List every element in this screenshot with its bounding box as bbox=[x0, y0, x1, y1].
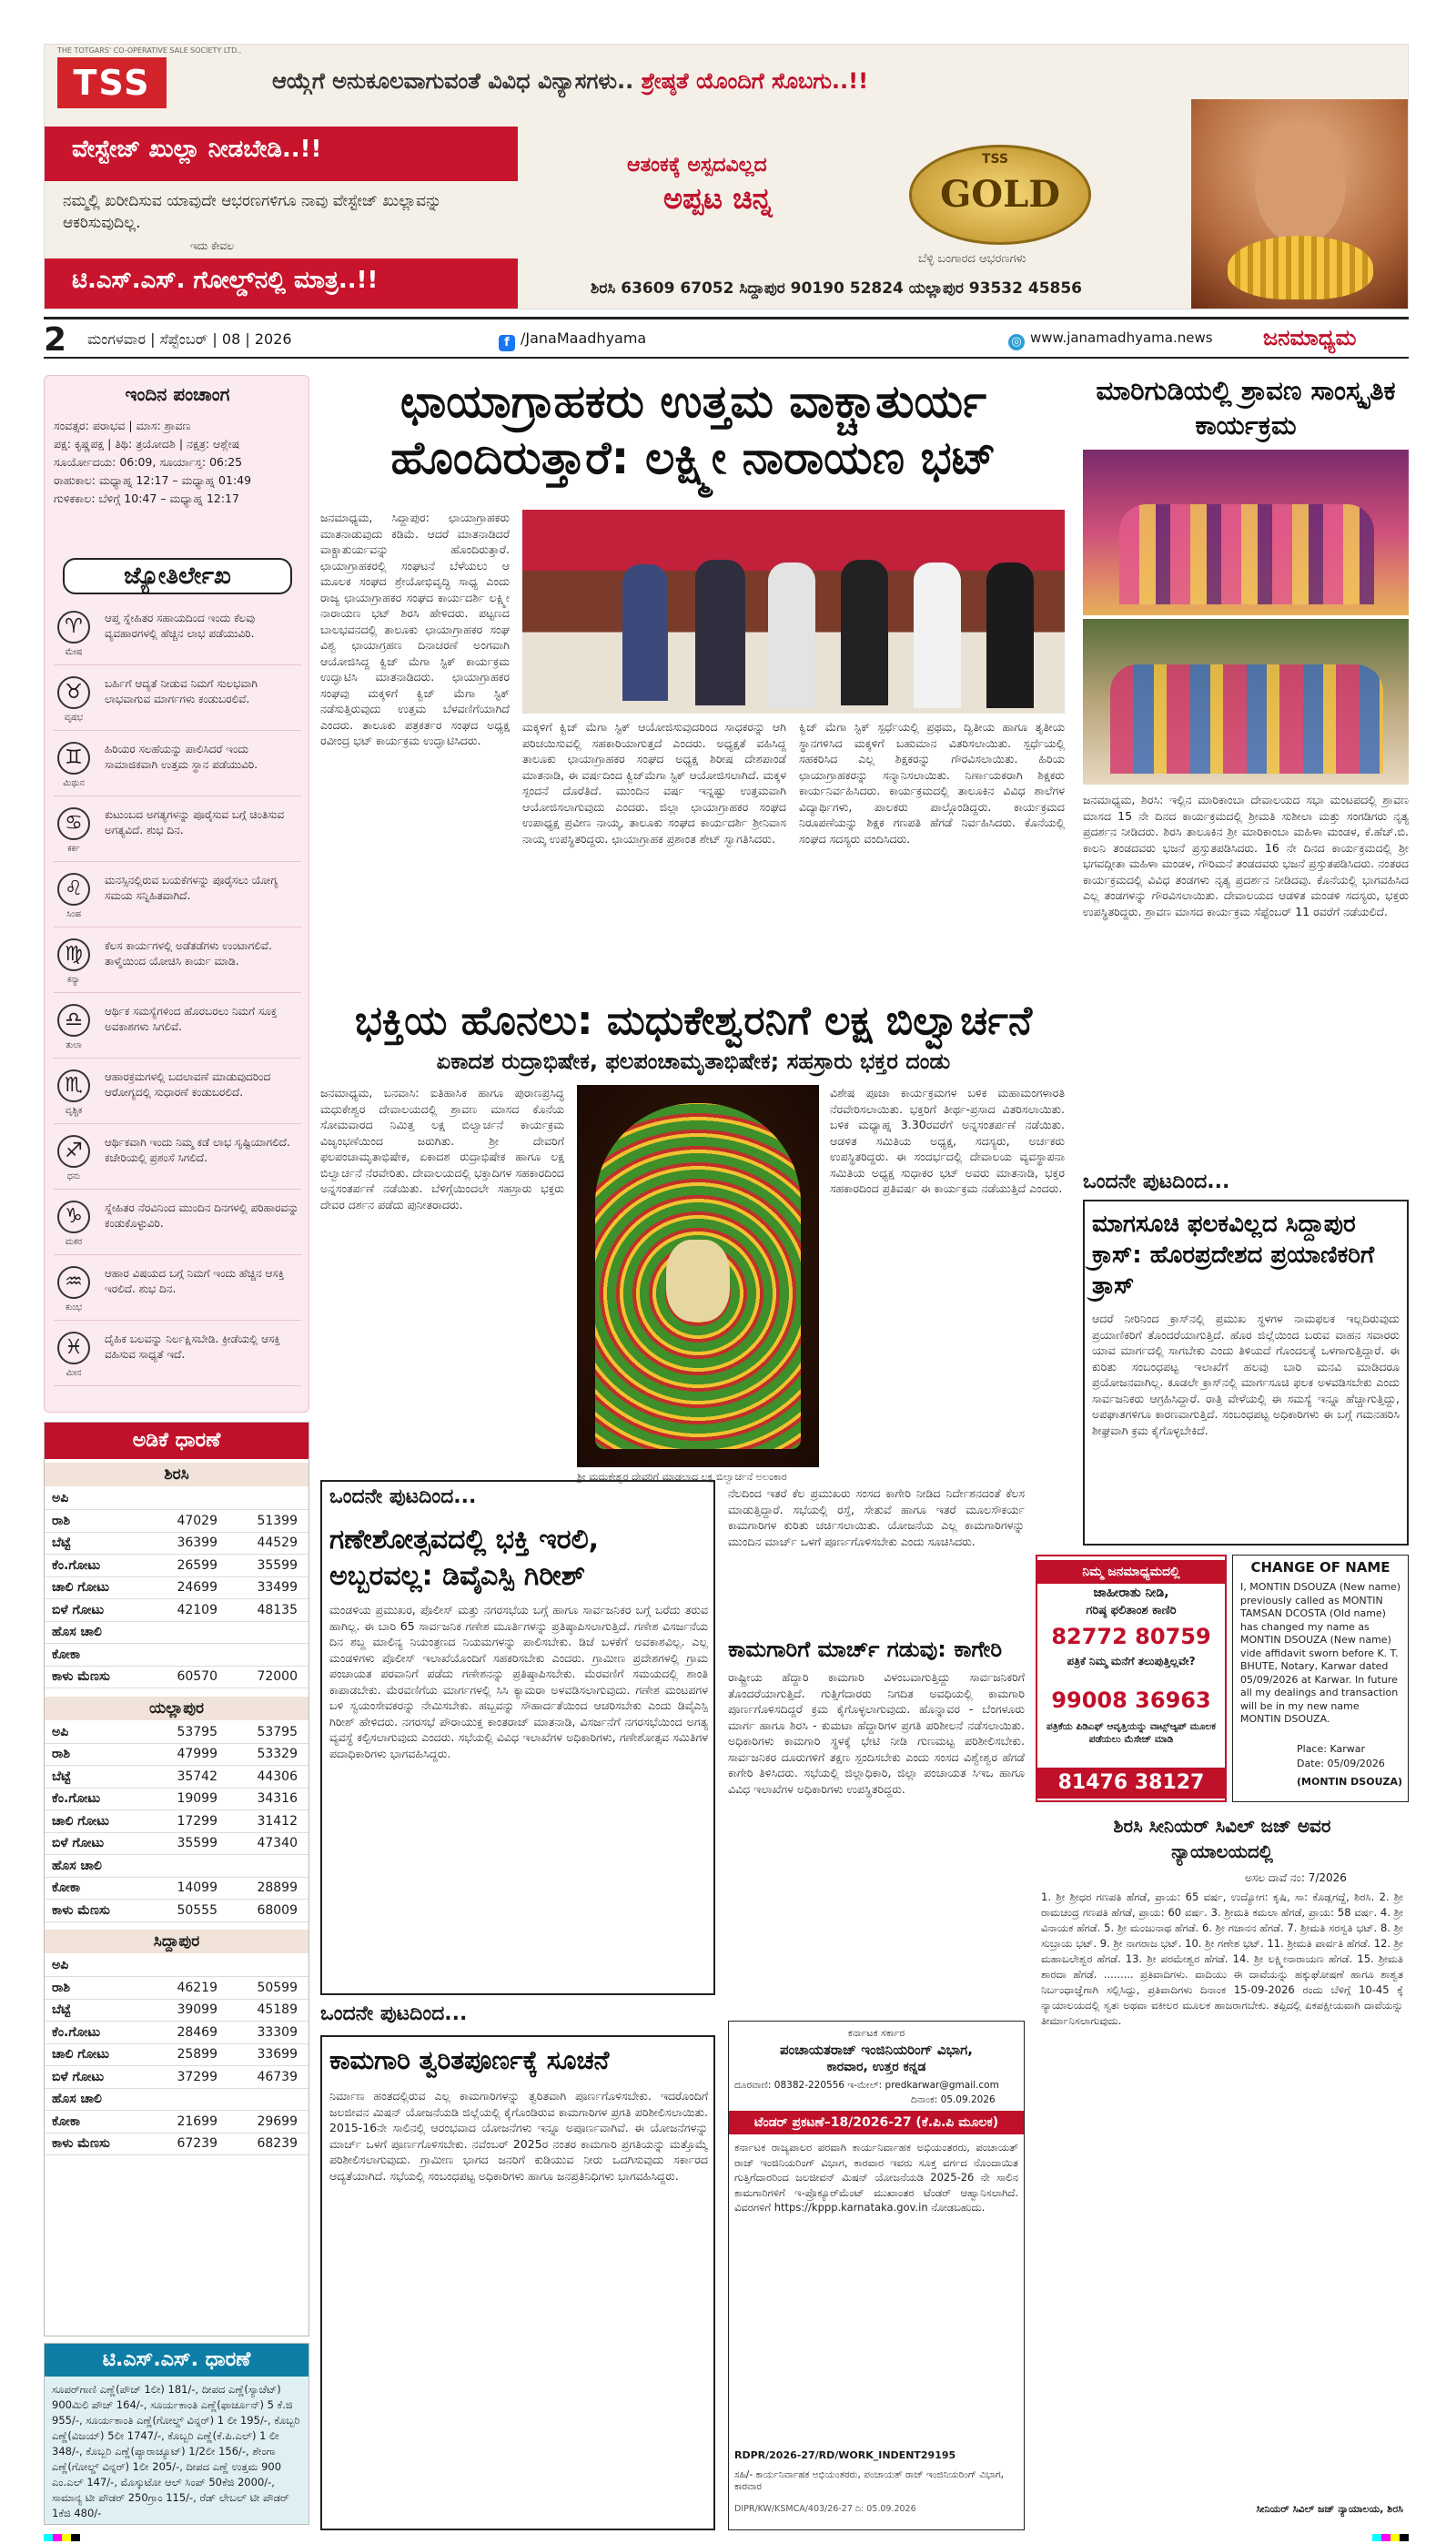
tender-place: ಕಾರವಾರ, ಉತ್ತರ ಕನ್ನಡ bbox=[826, 2060, 926, 2074]
article6-headline: ಕಾಮಗಾರಿ ತ್ವರಿತಪೂರ್ಣಕ್ಕೆ ಸೂಚನೆ bbox=[329, 2045, 610, 2075]
court-signature: ಸೀನಿಯರ್ ಸಿವಿಲ್ ಜಜ್ ನ್ಯಾಯಾಲಯ, ಶಿರಸಿ bbox=[1256, 2503, 1403, 2515]
person-figure bbox=[768, 563, 815, 708]
zodiac-name: ಮೀನ bbox=[66, 1368, 82, 1378]
panchanga-line: ಸಂವತ್ಸರ: ಪರಾಭವ | ಮಾಸ: ಶ್ರಾವಣ bbox=[54, 419, 191, 432]
article7-headline: ಮಾಗಸೂಚಿ ಫಲಕವಿಲ್ಲದ ಸಿದ್ದಾಪುರ ಕ್ರಾಸ್: ಹೊರಪ್ರದೇಶದ ಪ್ರಯಾಣಿಕರಿಗೆ ತ್ರಾಸ್ bbox=[1092, 1211, 1375, 1300]
rate-min: 19099 bbox=[177, 1791, 217, 1806]
name-change-place: Place: Karwar bbox=[1297, 1743, 1365, 1755]
gold-jewellery bbox=[1228, 236, 1373, 299]
rate-item: ಬೆಟ್ಟೆ bbox=[52, 2002, 71, 2017]
rates-row bbox=[45, 1722, 308, 1744]
rate-max: 35599 bbox=[257, 1557, 298, 1573]
panchanga-panel bbox=[44, 375, 309, 1413]
tss-tagline: THE TOTGARS' CO-OPERATIVE SALE SOCIETY LTD., bbox=[57, 46, 242, 55]
rates-row bbox=[45, 1511, 308, 1533]
rate-item: ಬಿಳೆ ಗೋಟು bbox=[52, 2069, 105, 2084]
rate-min: 21699 bbox=[177, 2113, 217, 2129]
model-face bbox=[1255, 127, 1346, 245]
article3-col3: ವಿಶೇಷ ಪೂಜಾ ಕಾರ್ಯಕ್ರಮಗಳ ಬಳಿಕ ಮಹಾಮಂಗಳಾರತಿ ನೆರವೇರಿಸಲಾಯಿತು. ಭಕ್ತರಿಗೆ ತೀರ್ಥ-ಪ್ರಸಾದ ವಿತರಿಸಲಾಯಿತು. ಬಳಿಕ ಮಧ್ಯಾಹ್ನ 3.30ರವರೆಗೆ ಅನ್ನಸಂತರ್ಪಣೆ ನಡೆಯಿತು. ಆಡಳಿತ ಸಮಿತಿಯ ಅಧ್ಯಕ್ಷ, ಸದಸ್ಯರು, ಅರ್ಚಕರು ಉಪಸ್ಥಿತರಿದ್ದರು. ಈ ಸಂದರ್ಭದಲ್ಲಿ ದೇವಾಲಯ ವ್ಯವಸ್ಥಾಪನಾ ಸಮಿತಿಯ ಅಧ್ಯಕ್ಷ ಸುಧಾಕರ ಭಟ್ ಅವರು ಮಾತನಾಡಿ, ಭಕ್ತರ ಸಹಕಾರದಿಂದ ಪ್ರತಿವರ್ಷ ಈ ಕಾರ್ಯಕ್ರಮ ನಡೆಯುತ್ತಿದೆ ಎಂದರು. bbox=[830, 1086, 1065, 1195]
zodiac-row bbox=[54, 802, 301, 862]
rates-city-header: ಸಿದ್ದಾಪುರ bbox=[45, 1930, 308, 1953]
zodiac-name: ಧನು bbox=[66, 1171, 81, 1181]
rate-item: ಕೆಂ.ಗೋಟು bbox=[52, 2024, 101, 2040]
name-change-body: I, MONTIN DSOUZA (New name) previously called as MONTIN TAMSAN DCOSTA (Old name) has changed my name as MONTIN DSOUZA (New name) vide affidavit sworn before K. T. BHUTE, Notary, Karwar dated 05/09/2026 at Karwar. In future all my dealings and transaction will be in my new name MONTIN DSOUZA. bbox=[1240, 1581, 1401, 1725]
rate-max: 33309 bbox=[257, 2024, 298, 2040]
rates-row bbox=[45, 1667, 308, 1688]
zodiac-icon: ♑ bbox=[57, 1201, 90, 1233]
article5-top: ನೆಲದಿಂದ ಇತರೆ ಕೆಲ ಪ್ರಮುಖರು ಸಂಸದ ಕಾಗೇರಿ ನೀಡಿದ ನಿರ್ದೇಶನದಂತೆ ಕೆಲಸ ಮಾಡುತ್ತಿದ್ದಾರೆ. ಸಭೆಯಲ್ಲಿ ರಸ್ತೆ, ಸೇತುವೆ ಹಾಗೂ ಇತರೆ ಮೂಲಸೌಕರ್ಯ ಕಾಮಗಾರಿಗಳ ಕುರಿತು ಚರ್ಚಿಸಲಾಯಿತು. ಯೋಜನೆಯ ಎಲ್ಲ ಕಾಮಗಾರಿಗಳನ್ನು ಮುಂದಿನ ಮಾರ್ಚ್ ಒಳಗೆ ಪೂರ್ಣಗೊಳಿಸಬೇಕು ಎಂದು ಸೂಚಿಸಿದರು. bbox=[728, 1486, 1025, 1548]
rate-min: 28469 bbox=[177, 2024, 217, 2040]
article1-col1: ಜನಮಾಧ್ಯಮ, ಸಿದ್ದಾಪುರ: ಛಾಯಾಗ್ರಾಹಕರು ಮಾತನಾಡುವುದು ಕಡಿಮೆ. ಆದರೆ ಮಾತನಾಡಿದರೆ ವಾಕ್ಚಾತುರ್ಯವನ್ನು ಹೊಂದಿರುತ್ತಾರೆ. ಛಾಯಾಗ್ರಾಹಕರಲ್ಲಿ ಸಂಘಟನೆ ಬೆಳೆಯಲು ಆ ಮೂಲಕ ಸಂಘದ ಶ್ರೇಯೋಭಿವೃದ್ಧಿ ಸಾಧ್ಯ ಎಂದು ರಾಜ್ಯ ಛಾಯಾಗ್ರಾಹಕರ ಸಂಘದ ಕಾರ್ಯದರ್ಶಿ ಲಕ್ಷ್ಮೀ ನಾರಾಯಣ ಭಟ್ ಶಿರಸಿ ಹೇಳಿದರು. ಪಟ್ಟಣದ ಬಾಲಭವನದಲ್ಲಿ ತಾಲೂಕು ಛಾಯಾಗ್ರಾಹಕರ ಸಂಘ ವಿಶ್ವ ಛಾಯಾಗ್ರಹಣ ದಿನಾಚರಣೆ ಅಂಗವಾಗಿ ಆಯೋಜಿಸಿದ್ದ ಕ್ವಿಜ್ ಮೆಗಾ ಸ್ಟಿಕ್ ಕಾರ್ಯಕ್ರಮ ಉದ್ಘಾಟಿಸಿ ಮಾತನಾಡಿದರು. ಛಾಯಾಗ್ರಾಹಕರ ಸಂಘವು ಮಕ್ಕಳಿಗೆ ಕ್ವಿಜ್ ಮೆಗಾ ಸ್ಟಿಕ್ ನಡೆಸುತ್ತಿರುವುದು ಉತ್ತಮ ಬೆಳವಣಿಗೆಯಾಗಿದೆ ಎಂದರು. ತಾಲೂಕು ಪತ್ರಕರ್ತರ ಸಂಘದ ಅಧ್ಯಕ್ಷ ರವೀಂದ್ರ ಭಟ್ ಕಾರ್ಯಕ್ರಮ ಉದ್ಘಾಟಿಸಿದರು. bbox=[320, 511, 510, 747]
rate-min: 35742 bbox=[177, 1769, 217, 1784]
zodiac-icon: ♉ bbox=[57, 676, 90, 709]
zodiac-icon: ♐ bbox=[57, 1135, 90, 1168]
rate-max: 33699 bbox=[257, 2047, 298, 2062]
rate-max: 31412 bbox=[257, 1813, 298, 1829]
ad-tagline-2: ಅಪ್ಪಟ ಚಿನ್ನ bbox=[663, 181, 773, 216]
rate-min: 24699 bbox=[177, 1580, 217, 1595]
bride-model-image bbox=[1191, 99, 1409, 309]
rate-max: 53795 bbox=[257, 1724, 298, 1739]
rate-max: 44306 bbox=[257, 1769, 298, 1784]
zodiac-icon: ♊ bbox=[57, 742, 90, 775]
rate-min: 39099 bbox=[177, 2002, 217, 2017]
ad-phone-3[interactable]: 81476 38127 bbox=[1037, 1768, 1225, 1799]
gold-subtitle: ಬೆಳ್ಳಿ ಬಂಗಾರದ ಆಭರಣಗಳು bbox=[918, 252, 1026, 266]
rates-row bbox=[45, 1856, 308, 1878]
rate-item: ಬಿಳೆ ಗೋಟು bbox=[52, 1836, 105, 1850]
rates-city-header: ಯಲ್ಲಾಪುರ bbox=[45, 1697, 308, 1720]
name-change-date: Date: 05/09/2026 bbox=[1297, 1758, 1385, 1769]
rates-row bbox=[45, 1833, 308, 1855]
person-figure bbox=[986, 563, 1034, 708]
rates-row bbox=[45, 1744, 308, 1766]
rates-row bbox=[45, 2112, 308, 2134]
rates-city-header: ಶಿರಸಿ bbox=[45, 1463, 308, 1486]
website-url: www.janamadhyama.news bbox=[1030, 329, 1213, 346]
article4-headline bbox=[329, 1522, 708, 1595]
court-notice bbox=[1036, 1811, 1409, 2530]
rates-row bbox=[45, 1767, 308, 1789]
rate-max: 45189 bbox=[257, 2002, 298, 2017]
registration-mark bbox=[44, 2534, 80, 2541]
zodiac-text: ಕೆಲಸ ಕಾರ್ಯಗಳಲ್ಲಿ ಅಡೆತಡೆಗಳು ಉಂಟಾಗಲಿವೆ. ತಾಳ್ಮೆಯಿಂದ ಯೋಚಿಸಿ ಕಾರ್ಯ ಮಾಡಿ. bbox=[105, 939, 272, 968]
zodiac-text: ಕುಟುಂಬದ ಅಗತ್ಯಗಳನ್ನು ಪೂರೈಸುವ ಬಗ್ಗೆ ಚಿಂತಿಸುವ ಅಗತ್ಯವಿದೆ. ಶುಭ ದಿನ. bbox=[105, 808, 285, 836]
rate-item: ಕೋಕಾ bbox=[52, 1880, 81, 1895]
tender-dept: ಪಂಚಾಯತರಾಜ್ ಇಂಜಿನಿಯರಿಂಗ್ ವಿಭಾಗ, bbox=[780, 2042, 973, 2058]
rate-min: 35599 bbox=[177, 1836, 217, 1850]
facebook-handle: /JanaMaadhyama bbox=[521, 329, 647, 347]
rates-row bbox=[45, 1488, 308, 1510]
continued-tag: ಒಂದನೇ ಪುಟದಿಂದ... bbox=[1083, 1171, 1230, 1193]
zodiac-name: ತುಲಾ bbox=[66, 1040, 82, 1050]
zodiac-text: ಹಿರಿಯರ ಸಲಹೆಯನ್ನು ಪಾಲಿಸಿದರೆ ಇಂದು ಸಾಮಾಜಿಕವಾಗಿ ಉತ್ತಮ ಸ್ಥಾನ ಪಡೆಯುವಿರಿ. bbox=[105, 743, 258, 771]
rate-item: ಕಾಳು ಮೆಣಸು bbox=[52, 1669, 110, 1684]
zodiac-name: ಸಿಂಹ bbox=[66, 909, 81, 919]
person-figure bbox=[841, 560, 888, 705]
article1-headline-line1: ಛಾಯಾಗ್ರಾಹಕರು ಉತ್ತಮ ವಾಕ್ಚಾತುರ್ಯ bbox=[399, 375, 986, 428]
rates-row bbox=[45, 1789, 308, 1810]
ad-box-line5: ಪತ್ರಿಕೆಯ ಪಿಡಿಎಫ್ ಆವೃತ್ತಿಯನ್ನು ವಾಟ್ಸ್ಆ್ಯಪ್ ಮೂಲಕ ಪಡೆಯಲು ಮೆಸೇಜ್ ಮಾಡಿ bbox=[1046, 1721, 1216, 1745]
rate-min: 42109 bbox=[177, 1602, 217, 1617]
rate-item: ಕೆಂ.ಗೋಟು bbox=[52, 1791, 101, 1806]
ad-box-line4: ಪತ್ರಿಕೆ ನಿಮ್ಮ ಮನೆಗೆ ತಲುಪುತ್ತಿಲ್ಲವೇ? bbox=[1067, 1655, 1196, 1667]
zodiac-icon: ♏ bbox=[57, 1069, 90, 1102]
facebook-icon: f bbox=[499, 335, 515, 351]
rate-item: ಕಾಳು ಮೆಣಸು bbox=[52, 2136, 110, 2151]
ad-headline-b: ಶ್ರೇಷ್ಠತೆ ಯೊಂದಿಗೆ ಸೊಬಗು..!! bbox=[641, 68, 869, 94]
zodiac-icon: ♋ bbox=[57, 807, 90, 840]
zodiac-text: ದೈಹಿಕ ಬಲವನ್ನು ನಿರ್ಲಕ್ಷಿಸಬೇಡಿ. ಕ್ರೀಡೆಯಲ್ಲಿ ಆಸಕ್ತಿ ವಹಿಸುವ ಸಾಧ್ಯತೆ ಇದೆ. bbox=[105, 1333, 281, 1361]
rate-item: ಕೋಕಾ bbox=[52, 2113, 81, 2129]
rate-max: 44529 bbox=[257, 1536, 298, 1550]
rates-row bbox=[45, 1811, 308, 1833]
article1-photo bbox=[522, 510, 1065, 714]
rate-max: 72000 bbox=[257, 1669, 298, 1684]
rate-min: 14099 bbox=[177, 1880, 217, 1895]
article6-body: ನಿರ್ಮಾಣ ಹಂತದಲ್ಲಿರುವ ಎಲ್ಲ ಕಾಮಗಾರಿಗಳನ್ನು ತ್ವರಿತವಾಗಿ ಪೂರ್ಣಗೊಳಿಸಬೇಕು. ಇದರೊಂದಿಗೆ ಜಲಜೀವನ ಮಿಷನ್ ಯೋಜನೆಯಡಿ ಜಿಲ್ಲೆಯಲ್ಲಿ ಕೈಗೊಂಡಿರುವ ಕಾಮಗಾರಿಗಳ ಪ್ರಗತಿ ಪರಿಶೀಲಿಸಲಾಯಿತು. 2015-16ನೇ ಸಾಲಿನಲ್ಲಿ ಆರಂಭವಾದ ಯೋಜನೆಗಳು ಇನ್ನೂ ಅಪೂರ್ಣವಾಗಿವೆ. ಈ ಯೋಜನೆಗಳನ್ನು ಮಾರ್ಚ್ ಒಳಗೆ ಪೂರ್ಣಗೊಳಿಸಬೇಕು. ನವೆಂಬರ್ 2025ರ ನಂತರ ಕಾಮಗಾರಿ ಪ್ರಗತಿಯನ್ನು ಮತ್ತೊಮ್ಮೆ ಪರಿಶೀಲಿಸಲಾಗುವುದು. ಗ್ರಾಮೀಣ ಭಾಗದ ಜನರಿಗೆ ಕುಡಿಯುವ ನೀರು ಒದಗಿಸುವುದು ಸರ್ಕಾರದ ಆದ್ಯತೆಯಾಗಿದೆ. ಸಭೆಯಲ್ಲಿ ಸಂಬಂಧಪಟ್ಟ ಅಧಿಕಾರಿಗಳು ಹಾಗೂ ಜನಪ್ರತಿನಿಧಿಗಳು ಭಾಗವಹಿಸಿದ್ದರು. bbox=[329, 2089, 708, 2183]
tender-code: RDPR/2026-27/RD/WORK_INDENT29195 bbox=[734, 2449, 956, 2461]
rates-row bbox=[45, 2000, 308, 2022]
tss-gold-logo: GOLD bbox=[909, 145, 1091, 245]
zodiac-name: ಮೇಷ bbox=[65, 647, 83, 657]
panchanga-title: ಇಂದಿನ ಪಂಚಾಂಗ bbox=[125, 383, 230, 405]
rates-row bbox=[45, 1955, 308, 1977]
zodiac-name: ಮಿಥುನ bbox=[63, 778, 85, 788]
tss-rates-title: ಟಿ.ಎಸ್.ಎಸ್. ಧಾರಣೆ bbox=[45, 2344, 308, 2377]
rate-min: 36399 bbox=[177, 1536, 217, 1550]
zodiac-name: ಕನ್ಯಾ bbox=[66, 975, 81, 985]
ad-box-line3: ಗರಿಷ್ಠ ಫಲಿತಾಂಶ ಕಾಣಿರಿ bbox=[1086, 1604, 1177, 1617]
rate-item: ಕೋಕಾ bbox=[52, 1647, 81, 1662]
rate-min: 50555 bbox=[177, 1902, 217, 1918]
arecanut-rates-title: ಅಡಿಕೆ ಧಾರಣೆ bbox=[45, 1423, 308, 1459]
tss-logo: TSS bbox=[57, 57, 167, 108]
rate-item: ಅಪಿ bbox=[52, 1958, 69, 1972]
zodiac-row bbox=[54, 1326, 301, 1386]
ad-phone-2[interactable]: 99008 36963 bbox=[1051, 1688, 1211, 1713]
rate-min: 67239 bbox=[177, 2136, 217, 2151]
tender-title: ಟೆಂಡರ್ ಪ್ರಕಟಣೆ–18/2026-27 (ಕೆ.ಪಿ.ಪಿ ಮೂಲಕ) bbox=[729, 2111, 1024, 2134]
rate-item: ರಾಶಿ bbox=[52, 1513, 71, 1528]
article4-box bbox=[320, 1480, 715, 1995]
panchanga-line: ಸೂರ್ಯೋದಯ: 06:09, ಸೂರ್ಯಾಸ್ತ: 06:25 bbox=[54, 455, 243, 469]
ad-phone-numbers: ಶಿರಸಿ 63609 67052 ಸಿದ್ದಾಪುರ 90190 52824 ಯಲ್ಲಾಪುರ 93532 45856 bbox=[591, 279, 1083, 298]
tender-date: ದಿನಾಂಕ: 05.09.2026 bbox=[911, 2094, 996, 2105]
zodiac-row bbox=[54, 1261, 301, 1321]
name-change-title: CHANGE OF NAME bbox=[1250, 1559, 1390, 1576]
tender-body: ಕರ್ನಾಟಕ ರಾಜ್ಯಪಾಲರ ಪರವಾಗಿ ಕಾರ್ಯನಿರ್ವಾಹಕ ಅಭಿಯಂತರರು, ಪಂಚಾಯತ್ ರಾಜ್ ಇಂಜಿನಿಯರಿಂಗ್ ವಿಭಾಗ, ಕಾರವಾರ ಇವರು ಸೂಕ್ತ ವರ್ಗದ ನೊಂದಾಯಿತ ಗುತ್ತಿಗೆದಾರರಿಂದ ಜಲಜೀವನ್ ಮಿಷನ್ ಯೋಜನೆಯಡಿ 2025-26 ನೇ ಸಾಲಿನ ಕಾಮಗಾರಿಗಳಿಗೆ ಇ-ಪ್ರೊಕ್ಯೂರ್‌ಮೆಂಟ್ ಮುಖಾಂತರ ಟೆಂಡರ್ ಆಹ್ವಾನಿಸಲಾಗಿದೆ. ವಿವರಗಳಿಗೆ https://kppp.karnataka.gov.in ನೋಡಬಹುದು. bbox=[734, 2141, 1018, 2214]
rates-row bbox=[45, 2067, 308, 2089]
zodiac-text: ಆರ್ಥಿಕ ಸಮಸ್ಯೆಗಳಿಂದ ಹೊರಬರಲು ನಿಮಗೆ ಸೂಕ್ತ ಅವಕಾಶಗಳು ಸಿಗಲಿವೆ. bbox=[105, 1005, 278, 1033]
zodiac-icon: ♌ bbox=[57, 873, 90, 906]
article3-subheadline: ಏಕಾದಶ ರುದ್ರಾಭಿಷೇಕ, ಫಲಪಂಚಾಮೃತಾಭಿಷೇಕ; ಸಹಸ್ರಾರು ಭಕ್ತರ ದಂಡು bbox=[436, 1049, 951, 1074]
tender-footer: ಸಹಿ/- ಕಾರ್ಯನಿರ್ವಾಹಕ ಅಭಿಯಂತರರು, ಪಂಚಾಯತ್ ರಾಜ್ ಇಂಜಿನಿಯರಿಂಗ್ ವಿಭಾಗ, ಕಾರವಾರ bbox=[734, 2469, 1004, 2492]
rate-max: 28899 bbox=[257, 1880, 298, 1895]
zodiac-row bbox=[54, 736, 301, 796]
article2-body: ಜನಮಾಧ್ಯಮ, ಶಿರಸಿ: ಇಲ್ಲಿನ ಮಾರಿಕಾಂಬಾ ದೇವಾಲಯದ ಸಭಾ ಮಂಟಪದಲ್ಲಿ ಶ್ರಾವಣ ಮಾಸದ 15 ನೇ ದಿನದ ಕಾರ್ಯಕ್ರಮದಲ್ಲಿ ಶ್ರೀಮತಿ ಸುಶೀಲಾ ಮತ್ತು ಸಂಗಡಿಗರು ನೃತ್ಯ ಪ್ರದರ್ಶನ ನೀಡಿದರು. ಶಿರಸಿ ತಾಲೂಕಿನ ಶ್ರೀ ಮಾರಿಕಾಂಬಾ ಮಹಿಳಾ ಮಂಡಳ, ಕೆ.ಹೆಚ್.ಬಿ. ಕಾಲನಿ ತಂಡದವರು ಭಜನೆ ಪ್ರಸ್ತುತಪಡಿಸಿದರು. 16 ನೇ ದಿನದ ಕಾರ್ಯಕ್ರಮದಲ್ಲಿ ಶ್ರೀ ಭಗವದ್ಗೀತಾ ಮಹಿಳಾ ಮಂಡಳ, ಗೌರಿಮನೆ ತಂಡದವರು ಭಜನೆ ಪ್ರಸ್ತುತಪಡಿಸಿದರು. ನಂತರದ ಕಾರ್ಯಕ್ರಮದಲ್ಲಿ ವಿವಿಧ ತಂಡಗಳು ನೃತ್ಯ ಪ್ರದರ್ಶನ ನೀಡಿದವು. ಕೊನೆಯಲ್ಲಿ ಭಾಗವಹಿಸಿದ ಎಲ್ಲ ತಂಡಗಳನ್ನು ಗೌರವಿಸಲಾಯಿತು. ದೇವಾಲಯದ ಆಡಳಿತ ಮಂಡಳಿ ಸದಸ್ಯರು, ಭಕ್ತರು ಉಪಸ್ಥಿತರಿದ್ದರು. ಶ್ರಾವಣ ಮಾಸದ ಕಾರ್ಯಕ್ರಮ ಸೆಪ್ಟೆಂಬರ್ 11 ರವರೆಗೆ ನಡೆಯಲಿದೆ. bbox=[1083, 793, 1409, 918]
zodiac-row bbox=[54, 998, 301, 1059]
zodiac-icon: ♎ bbox=[57, 1004, 90, 1037]
ad-only-text: ಇದು ಕೇವಲ bbox=[190, 239, 234, 252]
tss-gold-logo-tss: TSS bbox=[982, 152, 1009, 167]
rate-max: 48135 bbox=[257, 1602, 298, 1617]
article3-temple-photo bbox=[577, 1085, 819, 1467]
article6-box bbox=[320, 2035, 715, 2530]
article1-headline-line2: ಹೊಂದಿರುತ್ತಾರೆ: ಲಕ್ಷ್ಮೀ ನಾರಾಯಣ ಭಟ್ bbox=[390, 431, 996, 484]
rate-item: ಕೆಂ.ಗೋಟು bbox=[52, 1557, 101, 1573]
rates-row bbox=[45, 2134, 308, 2155]
rate-item: ಚಾಲಿ ಗೋಟು bbox=[52, 1580, 109, 1595]
panchanga-line: ಪಕ್ಷ: ಕೃಷ್ಣಪಕ್ಷ | ತಿಥಿ: ತ್ರಯೋದಶಿ | ನಕ್ಷತ್ರ: ಆಶ್ಲೇಷ bbox=[54, 437, 240, 451]
zodiac-name: ವೃಶ್ಚಿಕ bbox=[65, 1106, 83, 1116]
article4-headline-line1: ಗಣೇಶೋತ್ಸವದಲ್ಲಿ ಭಕ್ತಿ ಇರಲಿ, bbox=[329, 1524, 600, 1556]
ad-box-line2: ಜಾಹೀರಾತು ನೀಡಿ, bbox=[1093, 1586, 1169, 1600]
facebook-link[interactable] bbox=[499, 329, 646, 351]
article7-box bbox=[1083, 1200, 1409, 1546]
court-case-no: ಅಸಲ ದಾವೆ ನಂ: 7/2026 bbox=[1245, 1871, 1347, 1884]
article1-col3: ಕ್ವಿಜ್ ಮೆಗಾ ಸ್ಟಿಕ್ ಸ್ಪರ್ಧೆಯಲ್ಲಿ ಪ್ರಥಮ, ದ್ವಿತೀಯ ಹಾಗೂ ತೃತೀಯ ಸ್ಥಾನಗಳಿಸಿದ ಮಕ್ಕಳಿಗೆ ಬಹುಮಾನ ವಿತರಿಸಲಾಯಿತು. ಸ್ಪರ್ಧೆಯಲ್ಲಿ ಸಹಕರಿಸಿದ ಎಲ್ಲ ಶಿಕ್ಷಕರನ್ನು ಗೌರವಿಸಲಾಯಿತು. ಹಿರಿಯ ಛಾಯಾಗ್ರಾಹಕರನ್ನು ಸನ್ಮಾನಿಸಲಾಯಿತು. ನಿರ್ಣಾಯಕರಾಗಿ ಶಿಕ್ಷಕರು ಕಾರ್ಯನಿರ್ವಹಿಸಿದರು. ಕಾರ್ಯಕ್ರಮದಲ್ಲಿ ತಾಲೂಕಿನ ವಿವಿಧ ಶಾಲೆಗಳ ವಿದ್ಯಾರ್ಥಿಗಳು, ಪಾಲಕರು ಪಾಲ್ಗೊಂಡಿದ್ದರು. ಕಾರ್ಯಕ್ರಮದ ನಿರೂಪಣೆಯನ್ನು ಶಿಕ್ಷಕ ಗಣಪತಿ ಹೆಗಡೆ ನಿರ್ವಹಿಸಿದರು. ಕೊನೆಯಲ್ಲಿ ಸಂಘದ ಸದಸ್ಯರು ವಂದಿಸಿದರು. bbox=[799, 720, 1065, 846]
rates-row bbox=[45, 1533, 308, 1555]
zodiac-name: ವೃಷಭ bbox=[64, 713, 84, 723]
change-of-name-notice bbox=[1232, 1555, 1409, 1802]
rates-row bbox=[45, 1556, 308, 1577]
person-figure bbox=[695, 560, 745, 705]
name-change-sign: (MONTIN DSOUZA) bbox=[1297, 1776, 1403, 1788]
page-header bbox=[44, 317, 1409, 359]
page-number: 2 bbox=[44, 321, 67, 359]
article3-headline: ಭಕ್ತಿಯ ಹೊನಲು: ಮಧುಕೇಶ್ವರನಿಗೆ ಲಕ್ಷ ಬಿಲ್ವಾರ್ಚನೆ bbox=[354, 998, 1033, 1044]
rates-row bbox=[45, 1622, 308, 1644]
rate-item: ಹೊಸ ಚಾಲಿ bbox=[52, 1625, 102, 1639]
rates-row bbox=[45, 2044, 308, 2066]
zodiac-row bbox=[54, 1130, 301, 1190]
rate-item: ಚಾಲಿ ಗೋಟು bbox=[52, 1813, 109, 1829]
arecanut-rates-table bbox=[44, 1422, 309, 2336]
tender-contact: ದೂರವಾಣಿ: 08382-220556 ಇ-ಮೇಲ್: predkarwar@gmail.com bbox=[734, 2080, 999, 2091]
rate-max: 53329 bbox=[257, 1747, 298, 1761]
article4-headline-line2: ಅಬ್ಬರವಲ್ಲ: ಡಿವೈಎಸ್ಪಿ ಗಿರೀಶ್ bbox=[329, 1560, 585, 1592]
rate-min: 53795 bbox=[177, 1724, 217, 1739]
rate-min: 26599 bbox=[177, 1557, 217, 1573]
rate-item: ರಾಶಿ bbox=[52, 1747, 71, 1761]
ad-headline-a: ಆಯ್ಗೆಗೆ ಅನುಕೂಲವಾಗುವಂತೆ ವಿವಿಧ ವಿನ್ಯಾಸಗಳು.. bbox=[272, 68, 642, 94]
top-advertisement[interactable] bbox=[44, 44, 1409, 309]
zodiac-text: ಆಹಾರ ವಿಷಯದ ಬಗ್ಗೆ ನಿಮಗೆ ಇಂದು ಹೆಚ್ಚಿನ ಆಸಕ್ತಿ ಇರಲಿದೆ. ಶುಭ ದಿನ. bbox=[105, 1267, 285, 1295]
rate-min: 17299 bbox=[177, 1813, 217, 1829]
zodiac-icon: ♓ bbox=[57, 1332, 90, 1364]
rate-max: 46739 bbox=[257, 2069, 298, 2084]
ad-body-text: ನಮ್ಮಲ್ಲಿ ಖರೀದಿಸುವ ಯಾವುದೇ ಆಭರಣಗಳಿಗೂ ನಾವು ವೇಸ್ಟೇಜ್ ಖುಲ್ಲಾವನ್ನು ಆಕರಿಸುವುದಿಲ್ಲ. bbox=[63, 192, 442, 232]
rate-max: 68009 bbox=[257, 1902, 298, 1918]
page-date: ಮಂಗಳವಾರ | ಸೆಪ್ಟೆಂಬರ್ | 08 | 2026 bbox=[87, 330, 292, 348]
rate-item: ಅಪಿ bbox=[52, 1491, 69, 1505]
tender-govt: ಕರ್ನಾಟಕ ಸರ್ಕಾರ bbox=[847, 2027, 905, 2039]
zodiac-text: ಆಪ್ತ ಸ್ನೇಹಿತರ ಸಹಾಯದಿಂದ ಇಂದು ಕೆಲವು ವ್ಯವಹಾರಗಳಲ್ಲಿ ಹೆಚ್ಚಿನ ಲಾಭ ಪಡೆಯುವಿರಿ. bbox=[105, 612, 256, 640]
zodiac-row bbox=[54, 867, 301, 927]
article7-body: ಆದರೆ ನೀರಿನಿಂದ ಕ್ರಾಸ್‌ನಲ್ಲಿ ಪ್ರಮುಖ ಸ್ಥಳಗಳ ನಾಮಫಲಕ ಇಲ್ಲದಿರುವುದು ಪ್ರಯಾಣಿಕರಿಗೆ ತೊಂದರೆಯಾಗುತ್ತಿದೆ. ಹೊರ ಜಿಲ್ಲೆಯಿಂದ ಬರುವ ವಾಹನ ಸವಾರರು ಯಾವ ಮಾರ್ಗದಲ್ಲಿ ಸಾಗಬೇಕು ಎಂದು ತಿಳಿಯದೆ ಗೊಂದಲಕ್ಕೆ ಒಳಗಾಗುತ್ತಿದ್ದಾರೆ. ಈ ಕುರಿತು ಸಂಬಂಧಪಟ್ಟ ಇಲಾಖೆಗೆ ಹಲವು ಬಾರಿ ಮನವಿ ಮಾಡಿದರೂ ಪ್ರಯೋಜನವಾಗಿಲ್ಲ. ಕೂಡಲೇ ಕ್ರಾಸ್‌ನಲ್ಲಿ ಮಾರ್ಗಸೂಚಿ ಫಲಕ ಅಳವಡಿಸಬೇಕು ಎಂದು ಸಾರ್ವಜನಿಕರು ಆಗ್ರಹಿಸಿದ್ದಾರೆ. ರಾತ್ರಿ ವೇಳೆಯಲ್ಲಿ ಈ ಸಮಸ್ಯೆ ಇನ್ನೂ ಹೆಚ್ಚಾಗುತ್ತಿದ್ದು, ಅಪಘಾತಗಳಿಗೂ ಕಾರಣವಾಗುತ್ತಿದೆ. ಸಂಬಂಧಪಟ್ಟ ಅಧಿಕಾರಿಗಳು ಈ ಬಗ್ಗೆ ಗಮನಹರಿಸಿ ಶೀಘ್ರವಾಗಿ ಕ್ರಮ ಕೈಗೊಳ್ಳಬೇಕಿದೆ. bbox=[1092, 1312, 1400, 1437]
rate-item: ಹೊಸ ಚಾಲಿ bbox=[52, 2092, 102, 2106]
horoscope-title: ಜ್ಯೋತಿರ್ಲೇಖ bbox=[63, 558, 292, 594]
rate-max: 50599 bbox=[257, 1980, 298, 1995]
ad-wastage-banner: ವೇಸ್ಟೇಜ್ ಖುಲ್ಲಾ ನೀಡಬೇಡಿ..!! bbox=[45, 127, 518, 181]
ad-phone-1[interactable]: 82772 80759 bbox=[1051, 1624, 1211, 1649]
rate-min: 46219 bbox=[177, 1980, 217, 1995]
dancers-figure bbox=[1119, 504, 1374, 604]
zodiac-name: ಕರ್ಕ bbox=[67, 844, 80, 854]
performers-figure bbox=[1110, 664, 1383, 774]
zodiac-icon: ♒ bbox=[57, 1266, 90, 1299]
zodiac-icon: ♍ bbox=[57, 938, 90, 971]
rate-item: ರಾಶಿ bbox=[52, 1980, 71, 1995]
rate-item: ಅಪಿ bbox=[52, 1724, 69, 1739]
rates-row bbox=[45, 2089, 308, 2111]
ad-tagline-1: ಆತಂಕಕ್ಕೆ ಅಸ್ಪದವಿಲ್ಲದ bbox=[627, 154, 767, 177]
court-title-1: ಶಿರಸಿ ಸೀನಿಯರ್ ಸಿವಿಲ್ ಜಜ್ ಅವರ bbox=[1113, 1815, 1331, 1837]
article5-body: ರಾಷ್ಟ್ರೀಯ ಹೆದ್ದಾರಿ ಕಾಮಗಾರಿ ವಿಳಂಬವಾಗುತ್ತಿದ್ದು ಸಾರ್ವಜನಿಕರಿಗೆ ತೊಂದರೆಯಾಗುತ್ತಿದೆ. ಗುತ್ತಿಗೆದಾರರು ನಿಗದಿತ ಅವಧಿಯಲ್ಲಿ ಕಾಮಗಾರಿ ಪೂರ್ಣಗೊಳಿಸದಿದ್ದರೆ ಕ್ರಮ ಕೈಗೊಳ್ಳಲಾಗುವುದು. ಹೊನ್ನಾವರ - ಬೆಂಗಳೂರು ಮಾರ್ಗ ಹಾಗೂ ಶಿರಸಿ - ಕುಮಟಾ ಹೆದ್ದಾರಿಗಳ ಪ್ರಗತಿ ಪರಿಶೀಲನೆ ನಡೆಸಲಾಯಿತು. ಅಧಿಕಾರಿಗಳು ಕಾಮಗಾರಿ ಸ್ಥಳಕ್ಕೆ ಭೇಟಿ ನೀಡಿ ಗುಣಮಟ್ಟ ಪರಿಶೀಲಿಸಬೇಕು. ಸಾರ್ವಜನಿಕರ ದೂರುಗಳಿಗೆ ತಕ್ಷಣ ಸ್ಪಂದಿಸಬೇಕು ಎಂದು ಸಂಸದ ವಿಶ್ವೇಶ್ವರ ಹೆಗಡೆ ಕಾಗೇರಿ ತಿಳಿಸಿದರು. ಸಭೆಯಲ್ಲಿ ಜಿಲ್ಲಾಧಿಕಾರಿ, ಜಿಲ್ಲಾ ಪಂಚಾಯತ ಸಿಇಒ ಹಾಗೂ ವಿವಿಧ ಇಲಾಖೆಗಳ ಅಧಿಕಾರಿಗಳು ಉಪಸ್ಥಿತರಿದ್ದರು. bbox=[728, 1670, 1025, 1796]
rate-max: 33499 bbox=[257, 1580, 298, 1595]
zodiac-row bbox=[54, 933, 301, 993]
rate-min: 37299 bbox=[177, 2069, 217, 2084]
zodiac-icon: ♈ bbox=[57, 611, 90, 644]
rate-max: 34316 bbox=[257, 1791, 298, 1806]
tender-ref: DIPR/KW/KSMCA/403/26-27 ದಿ: 05.09.2026 bbox=[734, 2504, 916, 2514]
continued-tag: ಒಂದನೇ ಪುಟದಿಂದ... bbox=[329, 1485, 477, 1508]
article1-headline bbox=[320, 373, 1067, 486]
article3-col1: ಜನಮಾಧ್ಯಮ, ಬನವಾಸಿ: ಐತಿಹಾಸಿಕ ಹಾಗೂ ಪುರಾಣಪ್ರಸಿದ್ಧ ಮಧುಕೇಶ್ವರ ದೇವಾಲಯದಲ್ಲಿ ಶ್ರಾವಣ ಮಾಸದ ಕೊನೆಯ ಸೋಮವಾರದ ನಿಮಿತ್ತ ಲಕ್ಷ ಬಿಲ್ವಾರ್ಚನೆ ಕಾರ್ಯಕ್ರಮ ವಿಜೃಂಭಣೆಯಿಂದ ಜರುಗಿತು. ಶ್ರೀ ದೇವರಿಗೆ ಫಲಪಂಚಾಮೃತಾಭಿಷೇಕ, ಏಕಾದಶ ರುದ್ರಾಭಿಷೇಕ ಹಾಗೂ ಲಕ್ಷ ಬಿಲ್ವಾರ್ಚನೆ ನೆರವೇರಿತು. ದೇವಾಲಯದಲ್ಲಿ ಭಕ್ತಾದಿಗಳ ಸಹಕಾರದಿಂದ ಅನ್ನಸಂತರ್ಪಣೆ ನಡೆಯಿತು. ಬೆಳಿಗ್ಗೆಯಿಂದಲೇ ಸಹಸ್ರಾರು ಭಕ್ತರು ದೇವರ ದರ್ಶನ ಪಡೆದು ಪುನೀತರಾದರು. bbox=[320, 1086, 564, 1211]
rates-row bbox=[45, 1978, 308, 2000]
zodiac-row bbox=[54, 671, 301, 731]
zodiac-row bbox=[54, 1064, 301, 1124]
rate-item: ಬೆಟ್ಟೆ bbox=[52, 1769, 71, 1784]
panchanga-line: ರಾಹುಕಾಲ: ಮಧ್ಯಾಹ್ನ 12:17 – ಮಧ್ಯಾಹ್ನ 01:49 bbox=[54, 473, 252, 487]
rate-max: 51399 bbox=[257, 1513, 298, 1528]
tss-rates-box bbox=[44, 2343, 309, 2525]
deity-figure bbox=[666, 1240, 730, 1322]
zodiac-row bbox=[54, 1195, 301, 1255]
article3-caption: ಶ್ರೀ ಮಧುಕೇಶ್ವರ ದೇವರಿಗೆ ಮಾಡಲಾದ ಲಕ್ಷ ಬಿಲ್ವಾರ್ಚನೆ ಅಲಂಕಾರ bbox=[577, 1471, 787, 1483]
rate-item: ಬೆಟ್ಟೆ bbox=[52, 1536, 71, 1550]
masthead: ಜನಮಾಧ್ಯಮ bbox=[1263, 325, 1357, 350]
rates-row bbox=[45, 1600, 308, 1622]
tss-rates-body: ಸೂಪರ್‌ಗಾಣಿ ಎಣ್ಣೆ(ಪೌಚ್ 1ಲೀ) 181/-, ದೀಪದ ಎಣ್ಣೆ(ಸ್ಯಾಚೆಟ್) 900ಮಿಲಿ ಪೌಚ್ 164/-, ಸೂರ್ಯಕಾಂತಿ ಎಣ್ಣೆ(ಫಾರ್ಚೂನ್) 5 ಕೆ.ಜಿ 955/-, ಸೂರ್ಯಕಾಂತಿ ಎಣ್ಣೆ(ಗೋಲ್ಡ್ ವಿನ್ನರ್) 1 ಲೀ 195/-, ಕೊಬ್ಬರಿ ಎಣ್ಣೆ(ವಿಜಯ್) 5ಲೀ 1747/-, ಕೊಬ್ಬರಿ ಎಣ್ಣೆ(ಕೆ.ಪಿ.ಎಲ್) 1 ಲೀ 348/-, ಕೊಬ್ಬರಿ ಎಣ್ಣೆ(ಪ್ಯಾರಾಚ್ಯೂಟ್) 1/2ಲೀ 156/-, ಶೇಂಗಾ ಎಣ್ಣೆ(ಗೋಲ್ಡ್ ವಿನ್ನರ್) 1ಲೀ 205/-, ದೀಪದ ಎಣ್ಣೆ ಉತ್ತಮ 900 ಎಂ.ಎಲ್ 147/-, ಮೊಸ್ಕುಟೋ ಆಲ್ ಸಿಂಪ್ 50ಕೆಜಿ 2000/-, ಸಾಮಾನ್ಯ ಟೀ ಪೌಡರ್ 250ಗ್ರಾಂ 115/-, ರೆಡ್ ಲೇಬಲ್ ಟೀ ಪೌಡರ್ 1ಕೆಜಿ 480/- bbox=[52, 2383, 300, 2519]
rate-max: 47340 bbox=[257, 1836, 298, 1850]
court-body: 1. ಶ್ರೀ ಶ್ರೀಧರ ಗಣಪತಿ ಹೆಗಡೆ, ಪ್ರಾಯ: 65 ವರ್ಷ, ಉದ್ಯೋಗ: ಕೃಷಿ, ಸಾ: ಕೊಡ್ಲಗದ್ದೆ, ಶಿರಸಿ. 2. ಶ್ರೀ ರಾಮಚಂದ್ರ ಗಣಪತಿ ಹೆಗಡೆ, ಪ್ರಾಯ: 60 ವರ್ಷ. 3. ಶ್ರೀಮತಿ ಕಮಲಾ ಹೆಗಡೆ, ಪ್ರಾಯ: 58 ವರ್ಷ. 4. ಶ್ರೀ ವಿನಾಯಕ ಹೆಗಡೆ. 5. ಶ್ರೀ ಮಂಜುನಾಥ ಹೆಗಡೆ. 6. ಶ್ರೀ ಗಜಾನನ ಹೆಗಡೆ. 7. ಶ್ರೀಮತಿ ಸರಸ್ವತಿ ಭಟ್. 8. ಶ್ರೀ ಸುಬ್ರಾಯ ಭಟ್. 9. ಶ್ರೀ ನಾಗರಾಜ ಭಟ್. 10. ಶ್ರೀ ಗಣೇಶ ಭಟ್. 11. ಶ್ರೀಮತಿ ಪಾರ್ವತಿ ಹೆಗಡೆ. 12. ಶ್ರೀ ಮಹಾಬಲೇಶ್ವರ ಹೆಗಡೆ. 13. ಶ್ರೀ ಪರಮೇಶ್ವರ ಹೆಗಡೆ. 14. ಶ್ರೀ ಲಕ್ಷ್ಮೀನಾರಾಯಣ ಹೆಗಡೆ. 15. ಶ್ರೀಮತಿ ಶಾರದಾ ಹೆಗಡೆ. ......... ಪ್ರತಿವಾದಿಗಳು. ವಾದಿಯು ಈ ದಾವೆಯನ್ನು ಹಕ್ಕುಘೋಷಣೆ ಹಾಗೂ ಶಾಶ್ವತ ನಿರ್ಬಂಧಾಜ್ಞೆಗಾಗಿ ಸಲ್ಲಿಸಿದ್ದು, ಪ್ರತಿವಾದಿಗಳು ದಿನಾಂಕ 15-09-2026 ರಂದು ಬೆಳಿಗ್ಗೆ 10-45 ಕ್ಕೆ ನ್ಯಾಯಾಲಯದಲ್ಲಿ ಸ್ವತಃ ಅಥವಾ ವಕೀಲರ ಮೂಲಕ ಹಾಜರಾಗಬೇಕು. ತಪ್ಪಿದಲ್ಲಿ ಏಕಪಕ್ಷೀಯವಾಗಿ ದಾವೆಯನ್ನು ತೀರ್ಮಾನಿಸಲಾಗುವುದು. bbox=[1041, 1890, 1403, 2027]
rate-min: 47999 bbox=[177, 1747, 217, 1761]
website-link[interactable] bbox=[1008, 329, 1213, 350]
rate-item: ಚಾಲಿ ಗೋಟು bbox=[52, 2047, 109, 2062]
rate-min: 25899 bbox=[177, 2047, 217, 2062]
rate-min: 60570 bbox=[177, 1669, 217, 1684]
rate-item: ಹೊಸ ಚಾಲಿ bbox=[52, 1858, 102, 1873]
article2-headline: ಮಾರಿಗುಡಿಯಲ್ಲಿ ಶ್ರಾವಣ ಸಾಂಸ್ಕೃತಿಕ ಕಾರ್ಯಕ್ರಮ bbox=[1096, 375, 1396, 441]
zodiac-text: ಮನಸ್ಸಿನಲ್ಲಿರುವ ಬಯಕೆಗಳನ್ನು ಪೂರೈಸಲು ಯೋಗ್ಯ ಸಮಯ ಸನ್ನಿಹಿತವಾಗಿದೆ. bbox=[105, 874, 278, 902]
zodiac-text: ಆರ್ಥಿಕವಾಗಿ ಇಂದು ನಿಮ್ಮ ಕಡೆ ಲಾಭ ಸೃಷ್ಟಿಯಾಗಲಿದೆ. ಕಚೇರಿಯಲ್ಲಿ ಪ್ರಶಂಸೆ ಸಿಗಲಿದೆ. bbox=[105, 1136, 290, 1164]
zodiac-row bbox=[54, 605, 301, 665]
article1-col2: ಮಕ್ಕಳಿಗೆ ಕ್ವಿಜ್ ಮೆಗಾ ಸ್ಟಿಕ್ ಆಯೋಜಿಸುವುದರಿಂದ ಸಾಧಕರನ್ನು ಆಗಿ ಪರಿಚಯಿಸುವಲ್ಲಿ ಸಹಕಾರಿಯಾಗುತ್ತದೆ ಎಂದರು. ಅಧ್ಯಕ್ಷತೆ ವಹಿಸಿದ್ದ ತಾಲೂಕು ಛಾಯಾಗ್ರಾಹಕರ ಸಂಘದ ಅಧ್ಯಕ್ಷ ಶಿರೀಷ ದೇಶಪಾಂಡೆ ಮಾತನಾಡಿ, ಈ ವರ್ಷದಿಂದ ಕ್ವಿಜ್‌ಮೆಗಾ ಸ್ಟಿಕ್ ಆಯೋಜಿಸಲಾಗಿದೆ. ಮಕ್ಕಳ ಸ್ಪಂದನೆ ದೊರೆತಿದೆ. ಮುಂದಿನ ವರ್ಷ ಇನ್ನಷ್ಟು ಉತ್ತಮವಾಗಿ ಆಯೋಜಿಸಲಾಗುವುದು ಎಂದರು. ಜಿಲ್ಲಾ ಛಾಯಾಗ್ರಾಹಕರ ಸಂಘದ ಉಪಾಧ್ಯಕ್ಷ ಪ್ರವೀಣ ನಾಯ್ಕ, ತಾಲೂಕು ಸಂಘದ ಕಾರ್ಯದರ್ಶಿ ಶ್ರೀನಿವಾಸ ನಾಯ್ಕ ಉಪಸ್ಥಿತರಿದ್ದರು. ಛಾಯಾಗ್ರಾಹಕ ಪ್ರಶಾಂತ ಶೇಟ್ ಸ್ವಾಗತಿಸಿದರು. bbox=[522, 720, 786, 846]
article5-headline: ಕಾಮಗಾರಿಗೆ ಮಾರ್ಚ್ ಗಡುವು: ಕಾಗೇರಿ bbox=[728, 1637, 1002, 1662]
newspaper-ad-box[interactable] bbox=[1036, 1555, 1227, 1802]
panchanga-line: ಗುಳಿಕಕಾಲ: ಬೆಳಿಗ್ಗೆ 10:47 – ಮಧ್ಯಾಹ್ನ 12:17 bbox=[54, 492, 239, 505]
zodiac-name: ಮಕರ bbox=[65, 1237, 83, 1247]
rate-min: 47029 bbox=[177, 1513, 217, 1528]
court-title-2: ನ್ಯಾಯಾಲಯದಲ್ಲಿ bbox=[1171, 1840, 1273, 1862]
article2-photo-1 bbox=[1083, 450, 1409, 615]
rates-row bbox=[45, 1900, 308, 1922]
continued-tag: ಒಂದನೇ ಪುಟದಿಂದ... bbox=[320, 2002, 468, 2025]
zodiac-text: ಬರ್ಹಿಗೆ ಆದ್ಯತೆ ನೀಡುವ ನಿಮಗೆ ಸುಲಭವಾಗಿ ಲಾಭವಾಗುವ ಮಾರ್ಗಗಳು ಕಂಡುಬರಲಿವೆ. bbox=[105, 677, 258, 705]
ad-tss-gold-banner: ಟಿ.ಎಸ್.ಎಸ್. ಗೋಲ್ಡ್‌ನಲ್ಲಿ ಮಾತ್ರ..!! bbox=[45, 258, 518, 309]
globe-icon: ◎ bbox=[1008, 334, 1025, 350]
tender-notice bbox=[728, 2021, 1025, 2530]
zodiac-text: ಆಹಾರಕ್ರಮಗಳಲ್ಲಿ ಬದಲಾವಣೆ ಮಾಡುವುದರಿಂದ ಆರೋಗ್ಯದಲ್ಲಿ ಸುಧಾರಣೆ ಕಂಡುಬರಲಿದೆ. bbox=[105, 1070, 271, 1099]
article2-photo-2 bbox=[1083, 619, 1409, 785]
zodiac-text: ಸ್ನೇಹಿತರ ನೆರವಿನಿಂದ ಮುಂದಿನ ದಿನಗಳಲ್ಲಿ ಪರಿಹಾರವನ್ನು ಕಂಡುಕೊಳ್ಳುವಿರಿ. bbox=[105, 1201, 299, 1230]
rate-item: ಬಿಳೆ ಗೋಟು bbox=[52, 1602, 105, 1617]
registration-mark bbox=[1372, 2534, 1409, 2541]
zodiac-name: ಕುಂಭ bbox=[66, 1302, 82, 1313]
rates-row bbox=[45, 2022, 308, 2044]
article4-body: ಮಂಡಳಿಯ ಪ್ರಮುಖರ, ಪೊಲೀಸ್ ಮತ್ತು ನಗರಸಭೆಯ ಬಗ್ಗೆ ಹಾಗೂ ಸಾರ್ವಜನಿಕರ ಬಗ್ಗೆ ಬರೆದು ತರುವ ಹಾಗಿಲ್ಲ. ಈ ಬಾರಿ 65 ಸಾರ್ವಜನಿಕ ಗಣೇಶ ಮೂರ್ತಿಗಳನ್ನು ಪ್ರತಿಷ್ಠಾಪಿಸಲಾಗುತ್ತಿದೆ. ಗಣೇಶ ವಿಸರ್ಜನೆಯ ದಿನ ಶಬ್ದ ಮಾಲಿನ್ಯ ನಿಯಂತ್ರಣದ ನಿಯಮಗಳನ್ನು ಪಾಲಿಸಬೇಕು. ಡಿಜೆ ಬಳಕೆಗೆ ಅವಕಾಶವಿಲ್ಲ. ಎಲ್ಲ ಮಂಡಳಿಗಳು ಪೊಲೀಸ್ ಇಲಾಖೆಯೊಂದಿಗೆ ಸಹಕರಿಸಬೇಕು ಎಂದರು. ಗ್ರಾಮೀಣ ಪ್ರದೇಶಗಳಲ್ಲಿ ಗ್ರಾಮ ಪಂಚಾಯತ ಪರವಾನಿಗೆ ಪಡೆದು ಗಣೇಶನನ್ನು ಪ್ರತಿಷ್ಠಾಪಿಸಬೇಕು. ಮೆರವಣಿಗೆ ಸಮಯದಲ್ಲಿ ಶಾಂತಿ ಕಾಪಾಡಬೇಕು. ಮೆರವಣಿಗೆಯ ಮಾರ್ಗಗಳಲ್ಲಿ ಸಿಸಿ ಕ್ಯಾಮರಾ ಅಳವಡಿಸಲಾಗುವುದು. ಗಣೇಶ ಮಂಟಪಗಳ ಬಳಿ ಸ್ವಯಂಸೇವಕರನ್ನು ನೇಮಿಸಬೇಕು. ಹಬ್ಬವನ್ನು ಸೌಹಾರ್ದತೆಯಿಂದ ಆಚರಿಸಬೇಕು ಎಂದು ಡಿವೈಎಸ್ಪಿ ಗಿರೀಶ್ ಹೇಳಿದರು. ನಗರಸಭೆ ಪೌರಾಯುಕ್ತ ಕಾಂತರಾಜ್ ಮಾತನಾಡಿ, ವಿಸರ್ಜನೆಗೆ ನಗರಸಭೆಯಿಂದ ಅಗತ್ಯ ವ್ಯವಸ್ಥೆ ಕಲ್ಪಿಸಲಾಗುವುದು ಎಂದರು. ಸಭೆಯಲ್ಲಿ ವಿವಿಧ ಇಲಾಖೆಗಳ ಅಧಿಕಾರಿಗಳು, ಗಣೇಶೋತ್ಸವ ಸಮಿತಿಗಳ ಪದಾಧಿಕಾರಿಗಳು ಭಾಗವಹಿಸಿದ್ದರು. bbox=[329, 1603, 708, 1760]
rate-item: ಕಾಳು ಮೆಣಸು bbox=[52, 1902, 110, 1918]
rate-max: 68239 bbox=[257, 2136, 298, 2151]
rates-row bbox=[45, 1577, 308, 1599]
rates-row bbox=[45, 1878, 308, 1900]
person-figure bbox=[914, 563, 961, 708]
rates-row bbox=[45, 1645, 308, 1667]
rate-max: 29699 bbox=[257, 2113, 298, 2129]
ad-headline bbox=[272, 68, 1182, 94]
ad-box-line1: ನಿಮ್ಮ ಜನಮಾಧ್ಯಮದಲ್ಲಿ bbox=[1037, 1560, 1225, 1584]
person-figure bbox=[622, 564, 668, 701]
